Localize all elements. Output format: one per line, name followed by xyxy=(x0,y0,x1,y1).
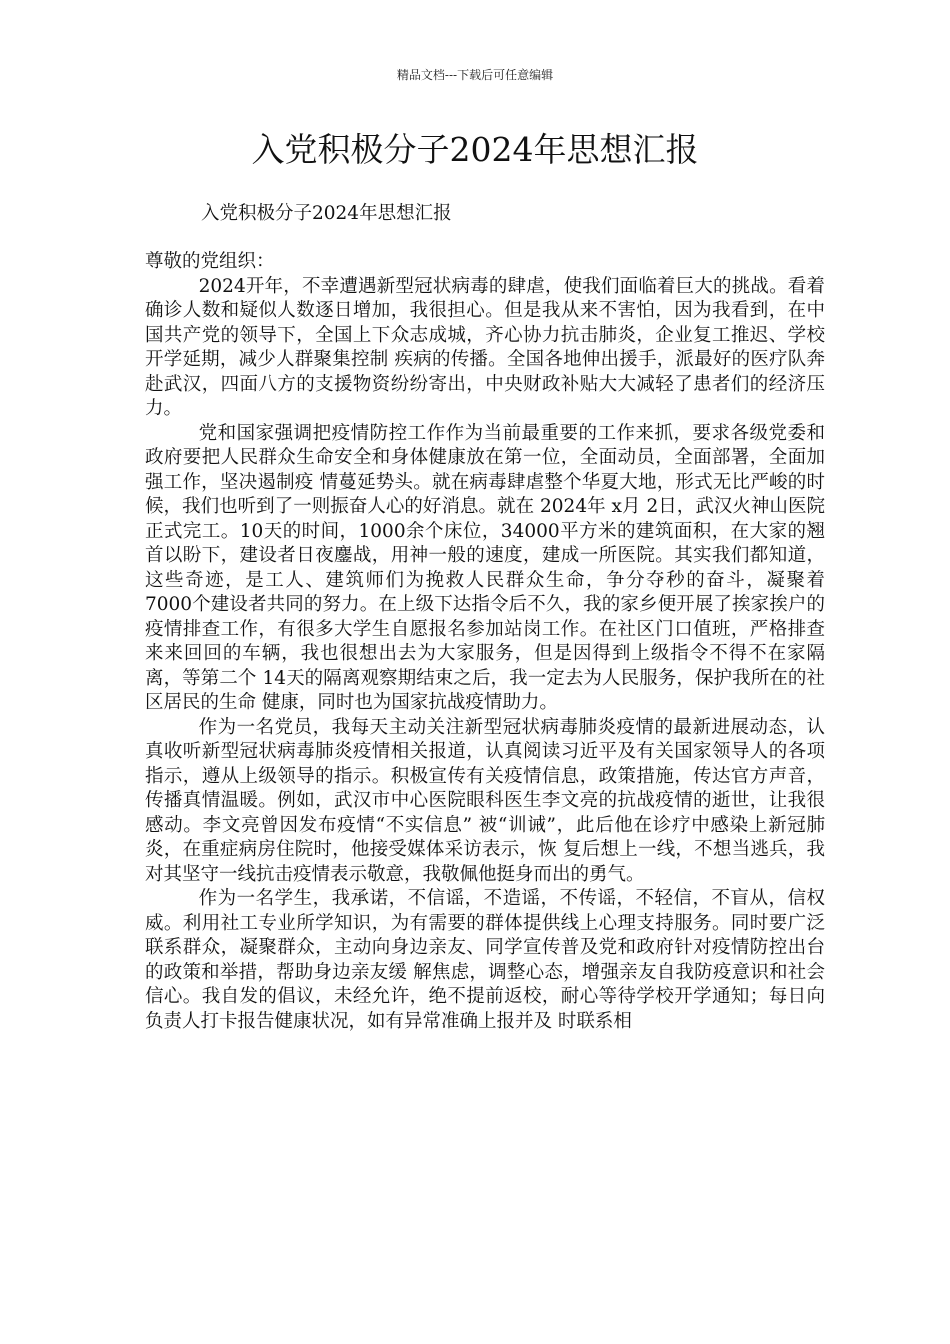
document-title: 入党积极分子2024年思想汇报 xyxy=(251,130,699,169)
page-header-note: 精品文档---下载后可任意编辑 xyxy=(396,68,554,82)
salutation: 尊敬的党组织： xyxy=(145,251,275,272)
paragraph-4: 作为一名学生，我承诺，不信谣，不造谣，不传谣，不轻信，不盲从，信权威。利用社工专业所学知识，为有需要的群体提供线上心理支持服务。同时要广泛联系群众，凝聚群众，主动向身边亲友、同学宣传普及党和政府针对疫情防控出台的政策和举措，帮助身边亲友缓 解焦虑，调整心态，增强亲友自我防疫意识和社会信心。我自发的倡议，未经允许，绝不提前返校，耐心等待学校开学通知；每日向负责人打卡报告健康状况，如有异常准确上报并及 时联系相 xyxy=(145,888,825,1032)
paragraph-3: 作为一名党员，我每天主动关注新型冠状病毒肺炎疫情的最新进展动态，认真收听新型冠状病毒肺炎疫情相关报道，认真阅读习近平及有关国家领导人的各项指示，遵从上级领导的指示。积极宣传有关疫情信息，政策措施，传达官方声音，传播真情温暖。例如，武汉市中心医院眼科医生李文亮的抗战疫情的逝世，让我很感动。李文亮曾因发布疫情“不实信息” 被“训诫”，此后他在诊疗中感染上新冠肺炎，在重症病房住院时，他接受媒体采访表示，恢 复后想上一线，不想当逃兵，我对其坚守一线抗击疫情表示敬意，我敬佩他挺身而出的勇气。 xyxy=(145,716,825,885)
document-subtitle: 入党积极分子2024年思想汇报 xyxy=(201,203,452,224)
document-body xyxy=(145,250,825,1034)
paragraph-1: 2024开年，不幸遭遇新型冠状病毒的肆虐，使我们面临着巨大的挑战。看着确诊人数和疑似人数逐日增加，我很担心。但是我从来不害怕，因为我看到，在中国共产党的领导下，全国上下众志成城，齐心协力抗击肺炎，企业复工推迟、学校开学延期，减少人群聚集控制 疾病的传播。全国各地伸出援手，派最好的医疗队奔赴武汉，四面八方的支援物资纷纷寄出，中央财政补贴大大减轻了患者们的经济压力。 xyxy=(145,275,825,419)
paragraph-2: 党和国家强调把疫情防控工作作为当前最重要的工作来抓，要求各级党委和政府要把人民群众生命安全和身体健康放在第一位，全面动员，全面部署，全面加强工作，坚决遏制疫 情蔓延势头。就在病毒肆虐整个华夏大地，形式无比严峻的时候，我们也听到了一则振奋人心的好消息。就在 2024年 x月 2日，武汉火神山医院正式完工。10天的时间，1000余个床位，34000平方米的建筑面积，在大家的翘首以盼下，建设者日夜鏖战，用神一般的速度，建成一所医院。其实我们都知道，这些奇迹，是工人、建筑师们为挽救人民群众生命，争分夺秒的奋斗，凝聚着 7000个建设者共同的努力。在上级下达指令后不久，我的家乡便开展了挨家挨户的疫情排查工作，有很多大学生自愿报名参加站岗工作。在社区门口值班，严格排查来来回回的车辆，我也很想出去为大家服务，但是因得到上级指令不得不在家隔离，等第二个 14天的隔离观察期结束之后，我一定去为人民服务，保护我所在的社区居民的生命 健康，同时也为国家抗战疫情助力。 xyxy=(145,422,825,713)
